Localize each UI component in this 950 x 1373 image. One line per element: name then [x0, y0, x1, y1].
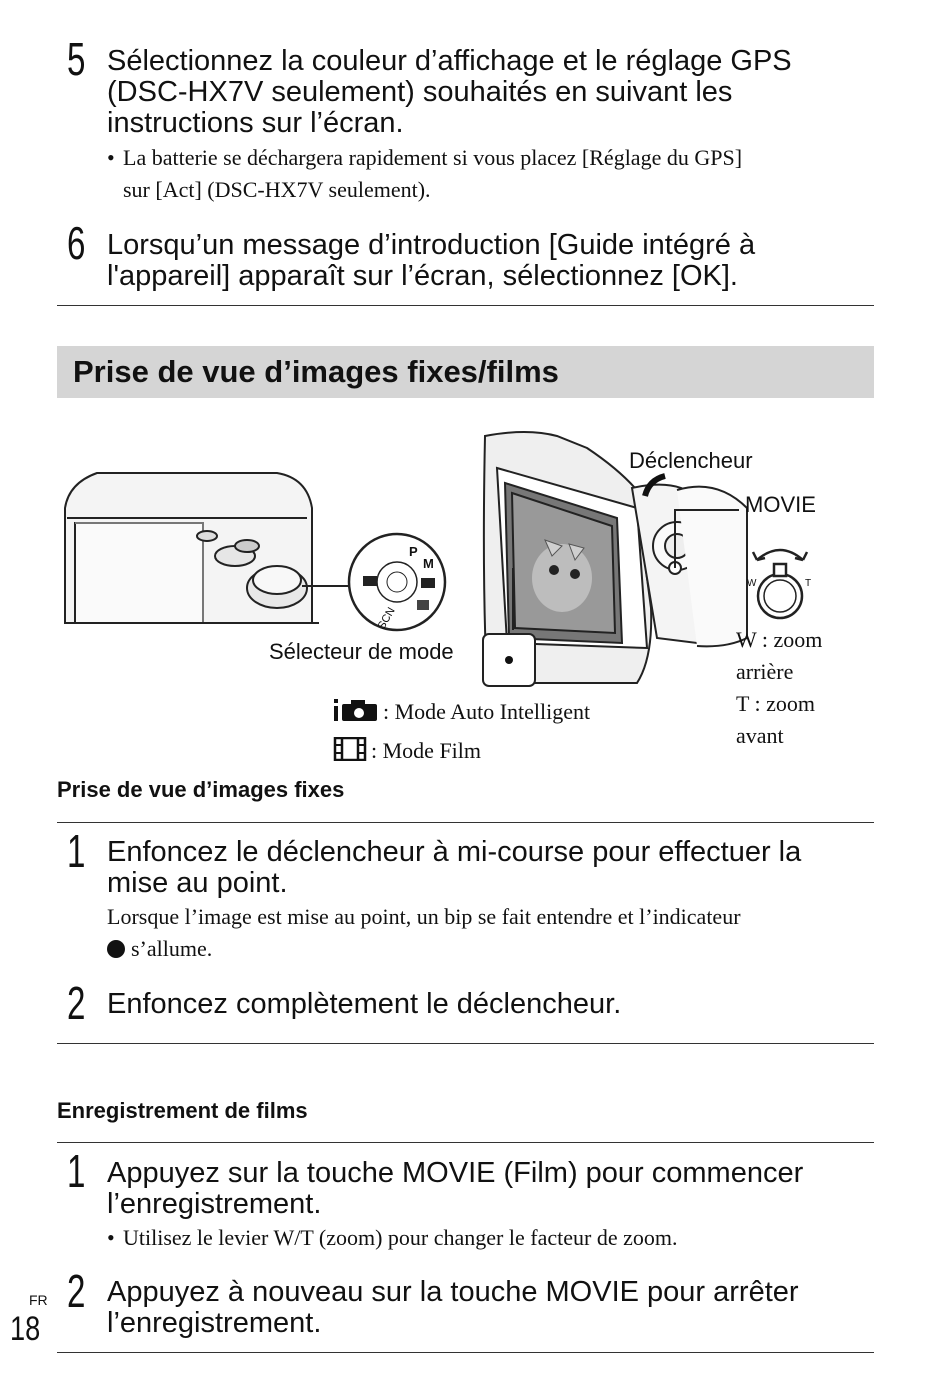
step-line: Lorsqu’un message d’introduction [Guide intégré à: [107, 229, 756, 261]
step-number: 6: [67, 217, 86, 269]
still-heading: Prise de vue d’images fixes: [57, 777, 345, 802]
step-line: Appuyez sur la touche MOVIE (Film) pour commencer: [107, 1157, 804, 1189]
dial-letter: SCN: [375, 605, 398, 632]
note-line: Utilisez le levier W/T (zoom) pour changer le facteur de zoom.: [123, 1225, 678, 1250]
step-number: 1: [67, 825, 86, 877]
step-number: 2: [67, 977, 86, 1029]
step-line: l’enregistrement.: [107, 1307, 322, 1339]
movie-step-1-note: [107, 1222, 677, 1254]
zoom-w-text: W : zoom: [736, 627, 823, 652]
divider: [57, 1142, 874, 1143]
divider: [57, 1352, 874, 1353]
zoom-legend: [736, 624, 822, 752]
focus-indicator-icon: [107, 940, 125, 958]
language-code: FR: [29, 1292, 48, 1308]
step-line: instructions sur l’écran.: [107, 107, 404, 139]
svg-text:W: W: [747, 578, 757, 589]
step-line: l'appareil] apparaît sur l’écran, sélectionnez [OK].: [107, 260, 738, 292]
step-line: Enfoncez le déclencheur à mi-course pour effectuer la: [107, 836, 802, 868]
camera-top-view: [65, 473, 312, 623]
mode-auto-text: : Mode Auto Intelligent: [383, 699, 591, 724]
zoom-t-text: avant: [736, 723, 784, 748]
note-line: sur [Act] (DSC-HX7V seulement).: [123, 177, 431, 202]
page-number: 18: [10, 1310, 41, 1348]
still-step-2-text: Enfoncez complètement le déclencheur.: [107, 988, 622, 1020]
bullet: •: [107, 1225, 115, 1250]
camera-illustration: [57, 428, 877, 768]
shutter-label: Déclencheur: [629, 448, 753, 473]
still-step-1-note: [107, 901, 741, 965]
step-line: Appuyez à nouveau sur la touche MOVIE pour arrêter: [107, 1276, 799, 1308]
dial-letter: P: [409, 544, 418, 559]
mode-film-text: : Mode Film: [371, 738, 482, 763]
movie-step-1-text: [107, 1158, 803, 1220]
note-line: La batterie se déchargera rapidement si vous placez [Réglage du GPS]: [123, 145, 743, 170]
section-header: [57, 346, 874, 398]
mode-dial-label: Sélecteur de mode: [269, 639, 454, 664]
divider: [57, 1043, 874, 1044]
step-5-note: [107, 142, 742, 206]
intelligent-auto-icon: [333, 698, 379, 731]
zoom-lever: [753, 550, 807, 618]
dial-letter: M: [423, 556, 434, 571]
step-number: 5: [67, 33, 86, 85]
zoom-t-text: T : zoom: [736, 691, 816, 716]
step-line: l’enregistrement.: [107, 1188, 322, 1220]
section-title: Prise de vue d’images fixes/films: [73, 354, 559, 389]
step-line: mise au point.: [107, 867, 288, 899]
still-step-1-text: [107, 837, 801, 899]
step-line: (DSC-HX7V seulement) souhaités en suivant les: [107, 76, 733, 108]
bullet: •: [107, 145, 115, 170]
movie-label: MOVIE: [745, 492, 816, 517]
note-line: s’allume.: [131, 936, 213, 961]
divider: [57, 822, 874, 823]
step-line: Sélectionnez la couleur d’affichage et le réglage GPS: [107, 45, 792, 77]
step-number: 1: [67, 1145, 86, 1197]
movie-step-2-text: [107, 1277, 799, 1339]
divider: [57, 305, 874, 306]
step-6-text: [107, 230, 755, 292]
step-5-text: [107, 46, 792, 139]
film-mode-icon: [333, 737, 367, 770]
mode-legend: [333, 696, 590, 770]
zoom-w-text: arrière: [736, 659, 794, 684]
step-number: 2: [67, 1265, 86, 1317]
svg-text:T: T: [805, 578, 812, 589]
movie-heading: Enregistrement de films: [57, 1098, 308, 1123]
note-line: Lorsque l’image est mise au point, un bip se fait entendre et l’indicateur: [107, 904, 741, 929]
